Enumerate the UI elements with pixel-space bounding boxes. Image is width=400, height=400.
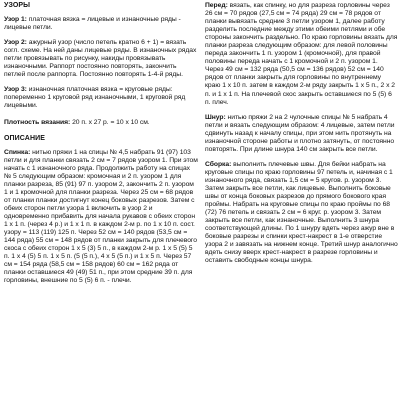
pattern-3-label: Узор 3: xyxy=(4,86,27,94)
assembly-label: Сборка: xyxy=(205,160,232,168)
density-label: Плотность вязания: xyxy=(4,118,71,126)
cord-label: Шнур: xyxy=(205,113,226,121)
pattern-2-label: Узор 2: xyxy=(4,39,27,47)
pattern-1-text: платочная вязка = лицевые и изнаночные ряды - лицевые петли. xyxy=(4,16,181,32)
pattern-3-paragraph xyxy=(4,86,199,110)
density-text: 20 п. x 27 р. = 10 x 10 см. xyxy=(70,118,150,126)
pattern-2-paragraph xyxy=(4,39,199,79)
cord-text: нитью пряжи 2 на 2 чулочные спицы № 5 набрать 4 петли и вязать следующим образом: 4 лицевые, затем петли сдвинуть назад к началу спицы, при этом нить протянуть на изнаночной стороне работы и плотно затянуть, от постоянно повторять. При длине шнура 140 см закрыть все петли. xyxy=(205,113,395,153)
back-label: Спинка: xyxy=(4,148,31,156)
right-column xyxy=(205,2,398,272)
cord-paragraph xyxy=(205,114,398,154)
front-paragraph xyxy=(205,2,398,107)
left-column xyxy=(4,2,199,292)
back-paragraph xyxy=(4,149,199,286)
pattern-1-paragraph xyxy=(4,16,199,32)
pattern-2-text: ажурный узор (число петель кратно 6 + 1) = вязать согл. схеме. На ней даны лицевые ряды. В изнаночных рядах петли провязывать по рисунку, накиды провязывать изнаночными. Раппорт постоянно повторять, закончить петлей после раппорта. Постоянно повторять 1-4-й ряды. xyxy=(4,39,197,79)
front-label: Перед: xyxy=(205,2,228,9)
pattern-1-label: Узор 1: xyxy=(4,16,27,24)
pattern-3-text: изнаночная платочная вязка = круговые ряды: попеременно 1 круговой ряд изнаночными, 1 круговой ряд лицевыми. xyxy=(4,86,186,110)
description-heading: ОПИСАНИЕ xyxy=(4,134,45,142)
patterns-heading: УЗОРЫ xyxy=(4,2,31,9)
back-text: нитью пряжи 1 на спицы № 4,5 набрать 91 (97) 103 петли и для планки связать 2 см = 7 рядов узором 1. При этом начать с 1 изнаночного ряда. Продолжить работу на спицах № 5 следующим образом: кромочная и 2 п. узором 1 для планки разреза, 85 (91) 97 п. узором 2, закончить 2 п. узором 1 и 1 кромочной для планки разреза. Через 25 см = 68 рядов от планки планки достигнут конец боковых разрезов. Затем с обеих сторон петли узора 1 включить в узор 2 и одновременно прибавить для начала рукавов с обеих сторон 1 x 1 п. (через 4 р.) и 1 x 1 п. в каждом 2-м р. по 1 x 10 п. сост. узору = 113 (119) 125 п. Через 52 см = 140 рядов (53,5 см = 144 ряда) 55 см = 148 рядов от планки закрыть для плечевого скоса с обеих сторон 1 x 5 (3) 5 п., в каждом 2-м р. 1 x 5 (5) 5 п. 1 x 4 (5) 5 п. 1 x 5 п. (5 (5 п.), 4 x 5 (5 п.) и 1 x 5 п. Через 57 см = 154 ряда (58,5 см = 158 рядов) 60 см = 162 ряда от планки оставшиеся 49 (49) 51 п., при этом средние 39 п. для горловины, внешние по 5 (5) 6 п. - плечи. xyxy=(4,148,198,285)
front-text: вязать, как спинку, но для разреза горловины через 26 см = 70 рядов (27,5 см = 74 ряда) 29 см = 78 рядов от планки вывязать средние 3 петли узором 1, далее работу разделить последние между этими обеими петлями и обе стороны закончить раздельно. По краю горловины вязать для планки разреза следующим образом: для левой половины переда закончить 1 п. узором 1 (кромочной), для правой половины переда начать с 1 кромочной и 2 п. узором 1. Через 49 см = 132 ряда (50,5 см = 136 рядов) 52 см = 140 рядов от планки закрыть для горловины по внутреннему краю 1 x 10 п. затем в каждом 2-м ряду закрыть 1 x 5 п., 2 x 2 п. и 1 x 1 п. На плечевой скос закрыть оставшиеся по 5 (5) 6 п. плеч. xyxy=(205,2,398,106)
assembly-paragraph xyxy=(205,161,398,266)
density-paragraph xyxy=(4,119,199,127)
assembly-text: выполнить плечевые швы. Для бейки набрать на круговые спицы по краю горловины 97 петель и, начиная с 1 изнаночного ряда, связать 1,5 см = 5 кругов. р. узором 3. Затем закрыть все петли, как лицевые. Выполнить боковые швы от конца боковых разрезов до прямого бокового края проймы. Набрать на круговые спицы по краю проймы по 68 (72) 76 петель и связать 2 см = 6 круг. р. узором 3. Затем закрыть все петли, как изнаночные. Выполнить 3 шнура соответствующей длины. По 1 шнуру вдеть через ажур вне в боковые разрезы и спинки крест-накрест в 1-е отверстие узора 2 и завязать на нижнем конце. Третий шнур аналогично вдеть снизу вверх крест-накрест в разрезе горловины и оставить свободные концы шнура. xyxy=(205,160,398,265)
